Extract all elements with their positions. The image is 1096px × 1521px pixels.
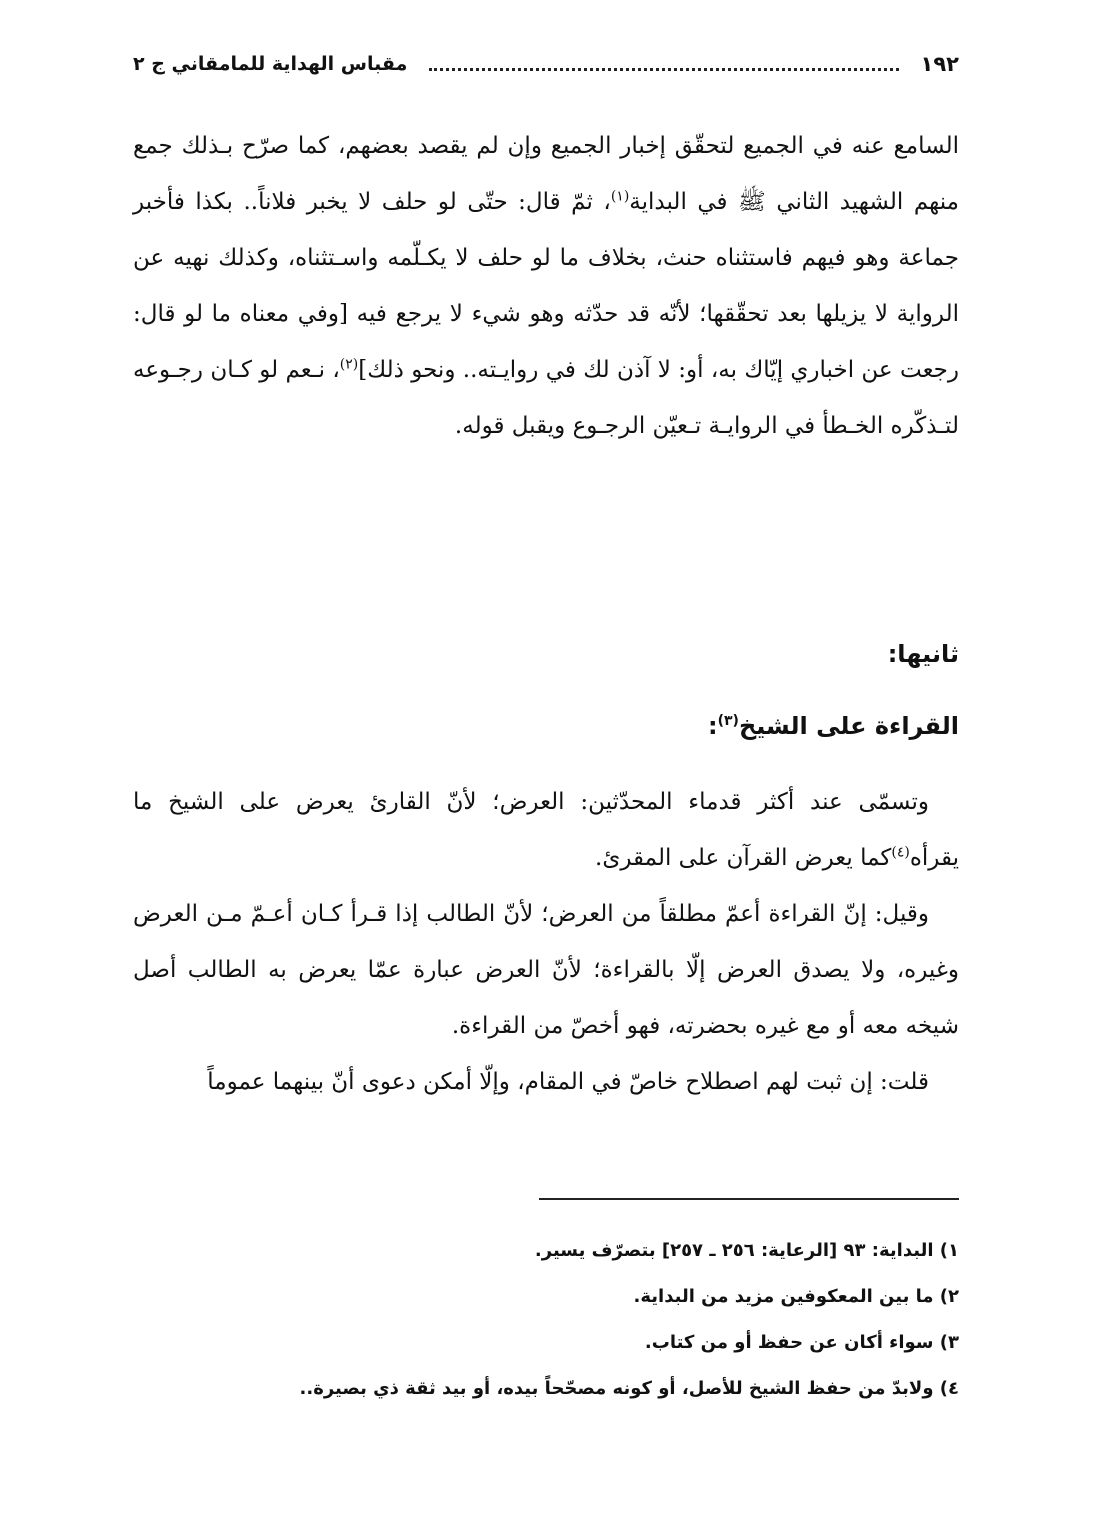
footnote-separator (539, 1198, 959, 1200)
paragraph: قلت: إن ثبت لهم اصطلاح خاصّ في المقام، وإلّا أمكن دعوى أنّ بينهما عموماً (207, 1069, 929, 1095)
footnotes (133, 1228, 959, 1412)
paragraph (133, 118, 959, 454)
heading-colon: : (707, 712, 718, 740)
section-heading: ثانيها: (887, 640, 959, 668)
footnote-2: ٢) ما بين المعكوفين مزيد من البداية. (633, 1286, 959, 1307)
subsection-heading-text: القراءة على الشيخ (738, 712, 959, 740)
page-number: ١٩٢ (920, 52, 959, 76)
footnote-4: ٤) ولابدّ من حفظ الشيخ للأصل، أو كونه مصحّحاً بيده، أو بيد ثقة ذي بصيرة.. (299, 1378, 959, 1399)
running-header (133, 44, 959, 84)
book-title: مقباس الهداية للمامقاني ج ٢ (133, 53, 408, 75)
subsection-heading (708, 712, 959, 740)
footnote-1: ١) البداية: ٩٣ [الرعاية: ٢٥٦ ـ ٢٥٧] بتصرّف يسير. (534, 1240, 959, 1261)
body-paragraph-1 (133, 118, 959, 454)
body-section-2 (133, 774, 959, 1110)
footnote-3: ٣) سواء أكان عن حفظ أو من كتاب. (644, 1332, 959, 1353)
footnote-ref-3[interactable]: (٣) (717, 713, 739, 729)
paragraph-text: السامع عنه في الجميع لتحقّق إخبار الجميع وإن لم يقصد بعضهم، كما صرّح بـذلك جمع منهم الشهيد الثاني ﷺ في البداية (133, 133, 959, 215)
paragraph-text: كما يعرض القرآن على المقرئ. (595, 845, 892, 871)
paragraph (133, 774, 959, 886)
paragraph-text: وتسمّى عند أكثر قدماء المحدّثين: العرض؛ لأنّ القارئ يعرض على الشيخ ما يقرأه (133, 789, 959, 871)
footnote-ref-1[interactable]: (١) (610, 188, 630, 205)
footnote-ref-2[interactable]: (٢) (339, 356, 359, 373)
paragraph-text: ، نـعم لو كـان رجـوعه لتـذكّره الخـطأ في الروايـة تـعيّن الرجـوع ويقبل قوله. (133, 357, 959, 439)
footnote-ref-4[interactable]: (٤) (891, 844, 910, 861)
paragraph: وقيل: إنّ القراءة أعمّ مطلقاً من العرض؛ لأنّ الطالب إذا قـرأ كـان أعـمّ مـن العرض وغيره، ولا يصدق العرض إلّا بالقراءة؛ لأنّ العرض عبارة عمّا يعرض به الطالب أصل شيخه معه أو مع غيره بحضرته، فهو أخصّ من القراءة. (133, 901, 959, 1039)
paragraph-text: ، ثمّ قال: حتّى لو حلف لا يخبر فلاناً.. بكذا فأخبر جماعة وهو فيهم فاستثناه حنث، بخلاف ما لو حلف لا يكـلّمه واسـتثناه، وكذلك نهيه عن الرواية لا يزيلها بعد تحقّقها؛ لأنّه قد حدّثه وهو شيء لا يرجع فيه [وفي معناه ما لو قال: رجعت عن اخباري إيّاك به، أو: لا آذن لك في روايـته.. ونحو ذلك] (133, 189, 960, 383)
header-dot-leader (429, 58, 898, 71)
